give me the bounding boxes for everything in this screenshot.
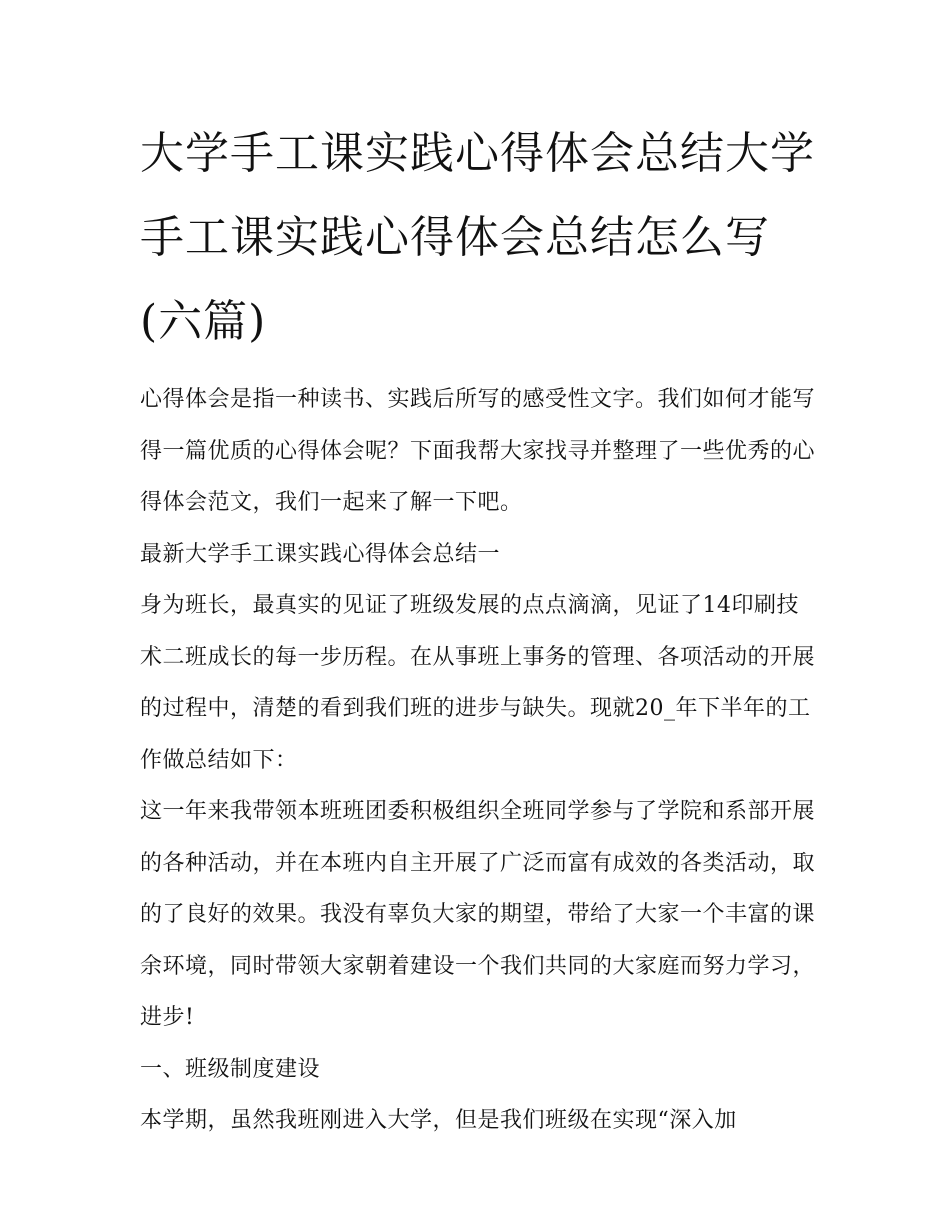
document-body (140, 112, 820, 1147)
body-paragraph: 身为班长，最真实的见证了班级发展的点点滴滴，见证了14印刷技术二班成长的每一步历程。在从事班上事务的管理、各项活动的开展的过程中，清楚的看到我们班的进步与缺失。现就20_年下半年的工作做总结如下： (140, 593, 816, 773)
body-paragraph: 本学期，虽然我班刚进入大学，但是我们班级在实现“深入加 (140, 1108, 737, 1133)
document-title: 大学手工课实践心得体会总结大学手工课实践心得体会总结怎么写(六篇) (140, 128, 815, 347)
intro-paragraph: 心得体会是指一种读书、实践后所写的感受性文字。我们如何才能写得一篇优质的心得体会呢？下面我帮大家找寻并整理了一些优秀的心得体会范文，我们一起来了解一下吧。 (140, 387, 816, 515)
section-heading: 最新大学手工课实践心得体会总结一 (140, 541, 501, 567)
subsection-heading: 一、班级制度建设 (140, 1056, 321, 1082)
body-paragraph: 这一年来我带领本班班团委积极组织全班同学参与了学院和系部开展的各种活动，并在本班内自主开展了广泛而富有成效的各类活动，取的了良好的效果。我没有辜负大家的期望，带给了大家一个丰富的课余环境，同时带领大家朝着建设一个我们共同的大家庭而努力学习，进步! (140, 799, 816, 1030)
